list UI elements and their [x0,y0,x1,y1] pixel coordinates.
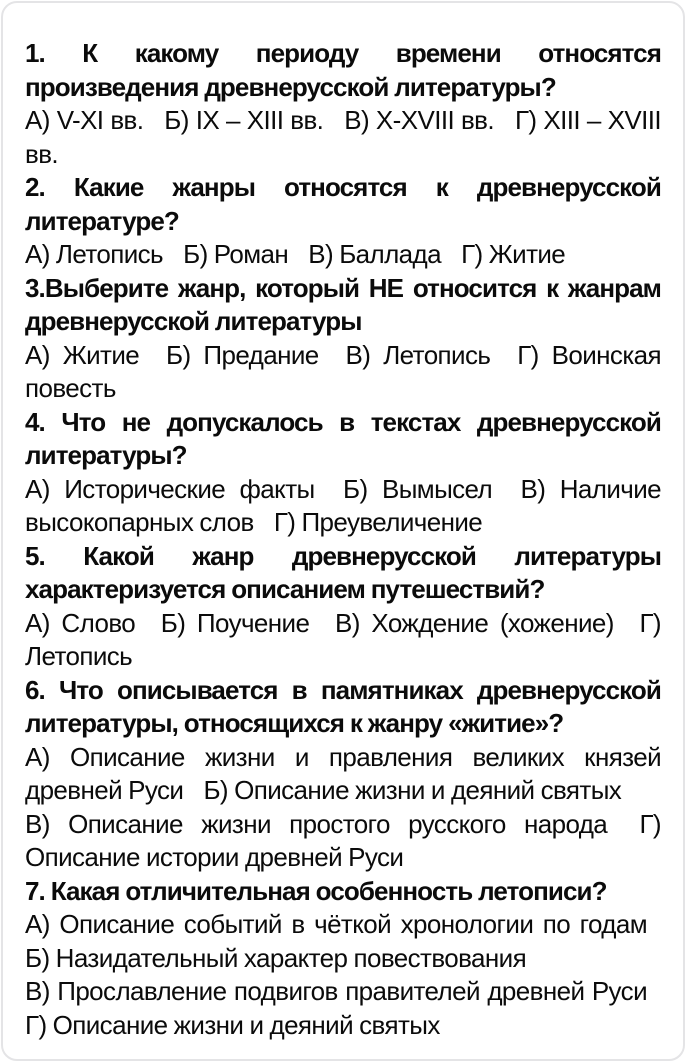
option-item: В) Баллада [308,239,441,269]
option-item: Г) Описание жизни и деяний святых [25,1009,440,1040]
option-item: Г) Житие [461,239,566,269]
options-line [25,473,661,540]
option-item: А) Описание событий в чёткой хронологии по годам [25,909,647,939]
option-item: А) Летопись [25,239,164,269]
option-item: Б) Предание [166,339,319,370]
options-line [25,975,661,1042]
options-line [25,808,661,875]
option-item: А) Исторические факты [25,473,315,504]
option-item: Б) Описание жизни и деяний святых [203,775,622,805]
option-item: В) Прославление подвигов правителей древней Руси [25,976,647,1006]
option-item: Б) Поучение [160,607,310,638]
document-card [1,1,685,1061]
option-item: Г) XIII – XVIII вв. [25,105,662,169]
option-item: Б) Вымысел [343,473,493,504]
option-item: Б) Роман [183,239,289,269]
option-item: Г) Летопись [25,607,661,671]
option-item: Г) Описание истории древней Руси [25,808,661,872]
options-line [25,607,661,674]
option-item: Г) Воинская повесть [25,339,661,403]
option-item: В) Летопись [345,339,491,370]
option-item: Г) Преувеличение [273,507,483,537]
option-item: Б) Назидательный характер повествования [25,942,527,973]
question-text: 2. Какие жанры относятся к древнерусской литературе? [25,172,661,236]
options-line [25,238,661,272]
option-item: А) Описание жизни и правления великих князей древней Руси [25,741,661,805]
option-item: В) X-XVIII вв. [344,105,495,135]
question-text: 3.Выберите жанр, который НЕ относится к жанрам древнерусской литературы [25,272,661,336]
option-item: В) Хождение (хожение) [334,607,614,638]
document-content [25,37,661,1042]
question-text: 5. Какой жанр древнерусской литературы характеризуется описанием путешествий? [25,540,661,604]
option-item: В) Описание жизни простого русского народа [25,808,608,839]
options-line [25,339,661,406]
question-text: 4. Что не допускалось в текстах древнерусской литературы? [25,406,661,470]
question-text: 6. Что описывается в памятниках древнерусской литературы, относящихся к жанру «житие»? [25,674,661,738]
option-item: В) Наличие высокопарных слов [25,473,662,537]
option-item: А) Слово [25,607,136,638]
question-text: 1. К какому периоду времени относятся произведения древнерусской литературы? [25,38,661,102]
options-line [25,104,661,171]
question-text: 7. Какая отличительная особенность летописи? [25,875,607,906]
option-item: А) V-XI вв. [25,105,144,135]
options-line [25,908,661,975]
option-item: А) Житие [25,339,140,370]
options-line [25,741,661,808]
option-item: Б) IX – XIII вв. [164,105,324,135]
